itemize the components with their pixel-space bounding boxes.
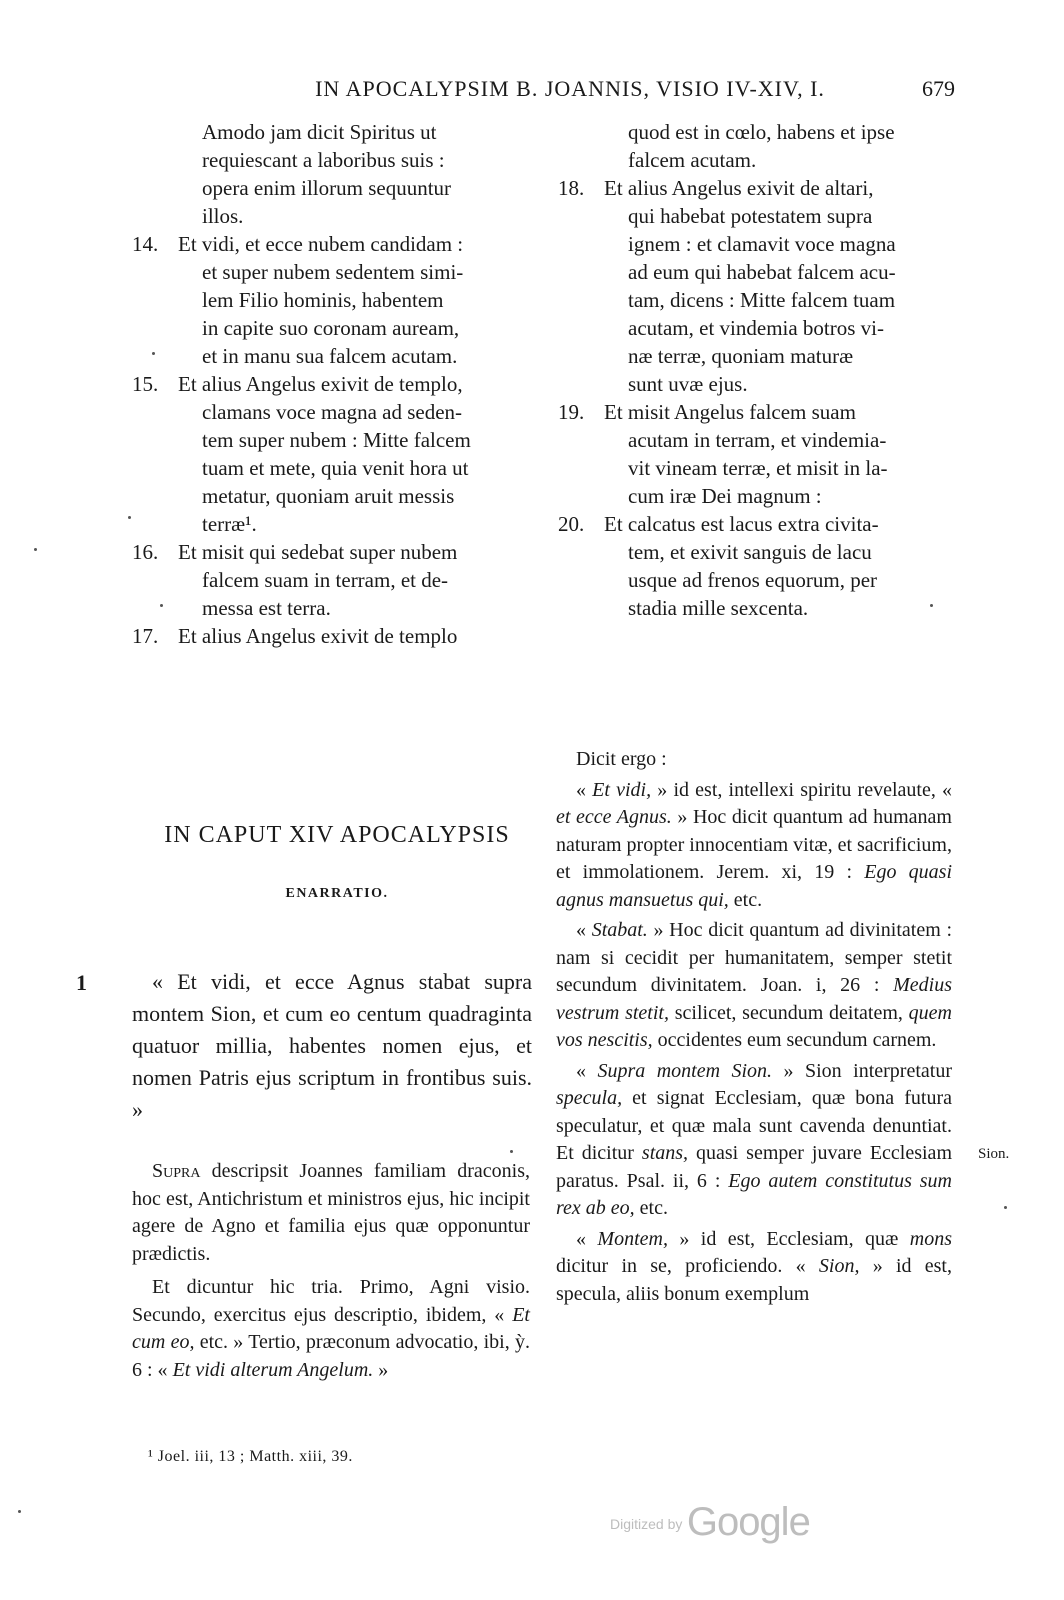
verse-line: in capite suo coronam auream,	[202, 316, 460, 340]
commentary-paragraph	[556, 917, 952, 1055]
verse-number: 14.	[132, 232, 159, 256]
verse-line: Et alius Angelus exivit de templo	[178, 624, 458, 648]
italic-citation: stans,	[641, 1142, 689, 1164]
verse-line: tuam et mete, quia venit hora ut	[202, 456, 469, 480]
italic-citation: Ego autem constitutus sum rex ab eo,	[556, 1169, 952, 1219]
text-run: «	[576, 919, 592, 941]
verse-line: sunt uvæ ejus.	[628, 372, 748, 396]
drop-word: Supra	[152, 1160, 201, 1182]
text-run: descripsit Joannes familiam draconis, hoc est, Antichristum et ministros ejus, hic incipit agere de Agno et familia ejus quæ opponuntur prædictis.	[132, 1160, 530, 1265]
italic-citation: Sion,	[818, 1255, 860, 1277]
verse-line: acutam in terram, et vindemia-	[628, 428, 887, 452]
verse-line: illos.	[202, 204, 244, 228]
verse	[132, 230, 542, 370]
commentary-paragraph: Dicit ergo :	[576, 748, 667, 770]
text-run: » Hoc dicit quantum ad humanam naturam propter innocentiam vitæ, et sacrificium, et immolationem. Jerem. xi, 19 :	[556, 806, 952, 883]
verse-number: 17.	[132, 624, 159, 648]
watermark	[610, 1500, 810, 1545]
verses-left-column	[132, 118, 542, 650]
verse-line: quod est in cœlo, habens et ipse	[628, 120, 895, 144]
verse-line: Et alius Angelus exivit de altari,	[604, 176, 874, 200]
text-run: » Hoc dicit quantum ad divinitatem : nam si cecidit per humanitatem, semper stetit secundum divinitatem. Joan. i, 26 :	[556, 919, 952, 996]
ink-speck	[34, 548, 37, 551]
verse	[558, 118, 958, 174]
verse-line: usque ad frenos equorum, per	[628, 568, 878, 592]
verse-line: messa est terra.	[202, 596, 331, 620]
chapter-title: IN CAPUT XIV APOCALYPSIS	[164, 822, 510, 848]
verse-line: ignem : et clamavit voce magna	[628, 232, 896, 256]
text-run: » id est, Ecclesiam, quæ	[667, 1227, 910, 1250]
italic-citation: mons	[909, 1227, 952, 1250]
verse-line: clamans voce magna ad seden-	[202, 400, 463, 424]
verse-line: tem, et exivit sanguis de lacu	[628, 540, 872, 564]
verse-line: vit vineam terræ, et misit in la-	[628, 456, 888, 480]
text-run: etc.	[728, 888, 763, 911]
verse-line: qui habebat potestatem supra	[628, 204, 873, 228]
verse-line: falcem suam in terram, et de-	[202, 568, 449, 592]
verse-line: lem Filio hominis, habentem	[202, 288, 444, 312]
verse-line: Et misit Angelus falcem suam	[604, 400, 856, 424]
watermark-brand: Google	[686, 1500, 810, 1544]
text-run: et signat Ecclesiam, quæ bona futura speculatur, et quæ mala sunt cavenda denuntiat. Et dicitur	[556, 1087, 952, 1164]
commentary-paragraph	[132, 1158, 530, 1268]
margin-mark: 1	[76, 970, 87, 995]
verse-number: 20.	[558, 512, 585, 536]
verse	[132, 370, 542, 538]
text-run: «	[576, 778, 593, 801]
verse-line: tem super nubem : Mitte falcem	[202, 428, 471, 452]
left-commentary	[132, 1158, 530, 1390]
text-run: » id est, specula, aliis bonum exemplum	[556, 1255, 952, 1305]
text-run: «	[576, 1059, 598, 1082]
verse-line: falcem acutam.	[628, 148, 757, 172]
italic-citation: quem vos nescitis,	[556, 1001, 952, 1051]
running-title: IN APOCALYPSIM B. JOANNIS, VISIO IV-XIV, I.	[315, 76, 825, 101]
text-run: occidentes eum secundum carnem.	[652, 1029, 937, 1051]
verse-number: 19.	[558, 400, 585, 424]
verse-line: Et vidi, et ecce nubem candidam :	[178, 232, 464, 256]
verse-line: ad eum qui habebat falcem acu-	[628, 260, 896, 284]
verse-number: 15.	[132, 372, 159, 396]
footnote: ¹ Joel. iii, 13 ; Matth. xiii, 39.	[148, 1448, 353, 1465]
commentary-paragraph	[132, 1274, 530, 1384]
italic-citation: Et cum eo,	[132, 1303, 530, 1353]
quote-paragraph: « Et vidi, et ecce Agnus stabat supra montem Sion, et cum eo centum quadraginta quatuor millia, habentes nomen ejus, et nomen Patris ejus scriptum in frontibus suis. »	[132, 969, 532, 1122]
verse-line: metatur, quoniam aruit messis	[202, 484, 455, 508]
text-run: etc. » Tertio, præconum advocatio, ibi, ỳ. 6 : «	[132, 1331, 530, 1381]
verse-line: næ terræ, quoniam maturæ	[628, 344, 854, 368]
italic-citation: Stabat.	[591, 919, 648, 941]
margin-note: Sion.	[978, 1146, 1010, 1162]
text-run: » Sion interpretatur	[772, 1059, 952, 1082]
verse-number: 18.	[558, 176, 585, 200]
verse	[132, 538, 542, 622]
commentary-paragraph	[556, 1226, 952, 1309]
ink-speck	[128, 516, 131, 519]
text-run: Et dicuntur hic tria. Primo, Agni visio. Secundo, exercitus ejus descriptio, ibidem, «	[132, 1276, 530, 1326]
verse-line: Amodo jam dicit Spiritus ut	[202, 120, 437, 144]
ink-speck	[160, 604, 163, 607]
page-number: 679	[922, 76, 955, 101]
chapter-subtitle: ENARRATIO.	[285, 886, 389, 901]
ink-speck	[930, 604, 933, 607]
verse-line: et super nubem sedentem simi-	[202, 260, 464, 284]
commentary-paragraph	[556, 777, 952, 915]
verse-line: Et misit qui sedebat super nubem	[178, 540, 458, 564]
verses-right-column	[558, 118, 958, 622]
verse	[558, 398, 958, 510]
ink-speck	[1004, 1206, 1007, 1209]
text-run: dicitur in se, proficiendo. «	[556, 1255, 819, 1277]
italic-citation: Medius vestrum stetit,	[556, 974, 952, 1024]
verse	[558, 174, 958, 398]
right-commentary	[556, 746, 952, 1311]
verse-line: et in manu sua falcem acutam.	[202, 344, 458, 368]
verse-line: acutam, et vindemia botros vi-	[628, 316, 885, 340]
verse-line: opera enim illorum sequuntur	[202, 176, 452, 200]
text-run: »	[373, 1358, 389, 1381]
verse-line: Et calcatus est lacus extra civita-	[604, 512, 879, 536]
verse-line: Et alius Angelus exivit de templo,	[178, 372, 463, 396]
scripture-quote	[132, 966, 532, 1126]
italic-citation: et ecce Agnus.	[556, 806, 672, 828]
italic-citation: specula,	[556, 1087, 623, 1109]
italic-citation: Montem,	[597, 1227, 668, 1250]
italic-citation: Supra montem Sion.	[597, 1059, 773, 1082]
verse-line: cum iræ Dei magnum :	[628, 484, 822, 508]
italic-citation: Et vidi alterum Angelum.	[172, 1358, 374, 1381]
watermark-prefix: Digitized by	[610, 1516, 683, 1532]
verse-line: requiescant a laboribus suis :	[202, 148, 445, 172]
commentary-paragraph	[556, 1058, 952, 1223]
verse	[558, 510, 958, 622]
verse-line: terræ¹.	[202, 512, 257, 536]
ink-speck	[152, 352, 155, 355]
ink-speck	[510, 1150, 513, 1153]
verse-number: 16.	[132, 540, 159, 564]
verse	[132, 118, 542, 230]
verse	[132, 622, 542, 650]
text-run: » id est, intellexi spiritu revelaute, «	[651, 778, 952, 801]
text-run: etc.	[634, 1197, 668, 1219]
verse-line: stadia mille sexcenta.	[628, 596, 809, 620]
italic-citation: Ego quasi agnus mansuetus qui,	[556, 861, 953, 911]
text-run: scilicet, secundum deitatem,	[668, 1001, 909, 1024]
text-run: «	[576, 1227, 598, 1250]
italic-citation: Et vidi,	[592, 778, 652, 801]
ink-speck	[18, 1510, 21, 1513]
verse-line: tam, dicens : Mitte falcem tuam	[628, 288, 896, 312]
text-run: quasi semper juvare Ecclesiam paratus. Psal. ii, 6 :	[556, 1142, 952, 1192]
